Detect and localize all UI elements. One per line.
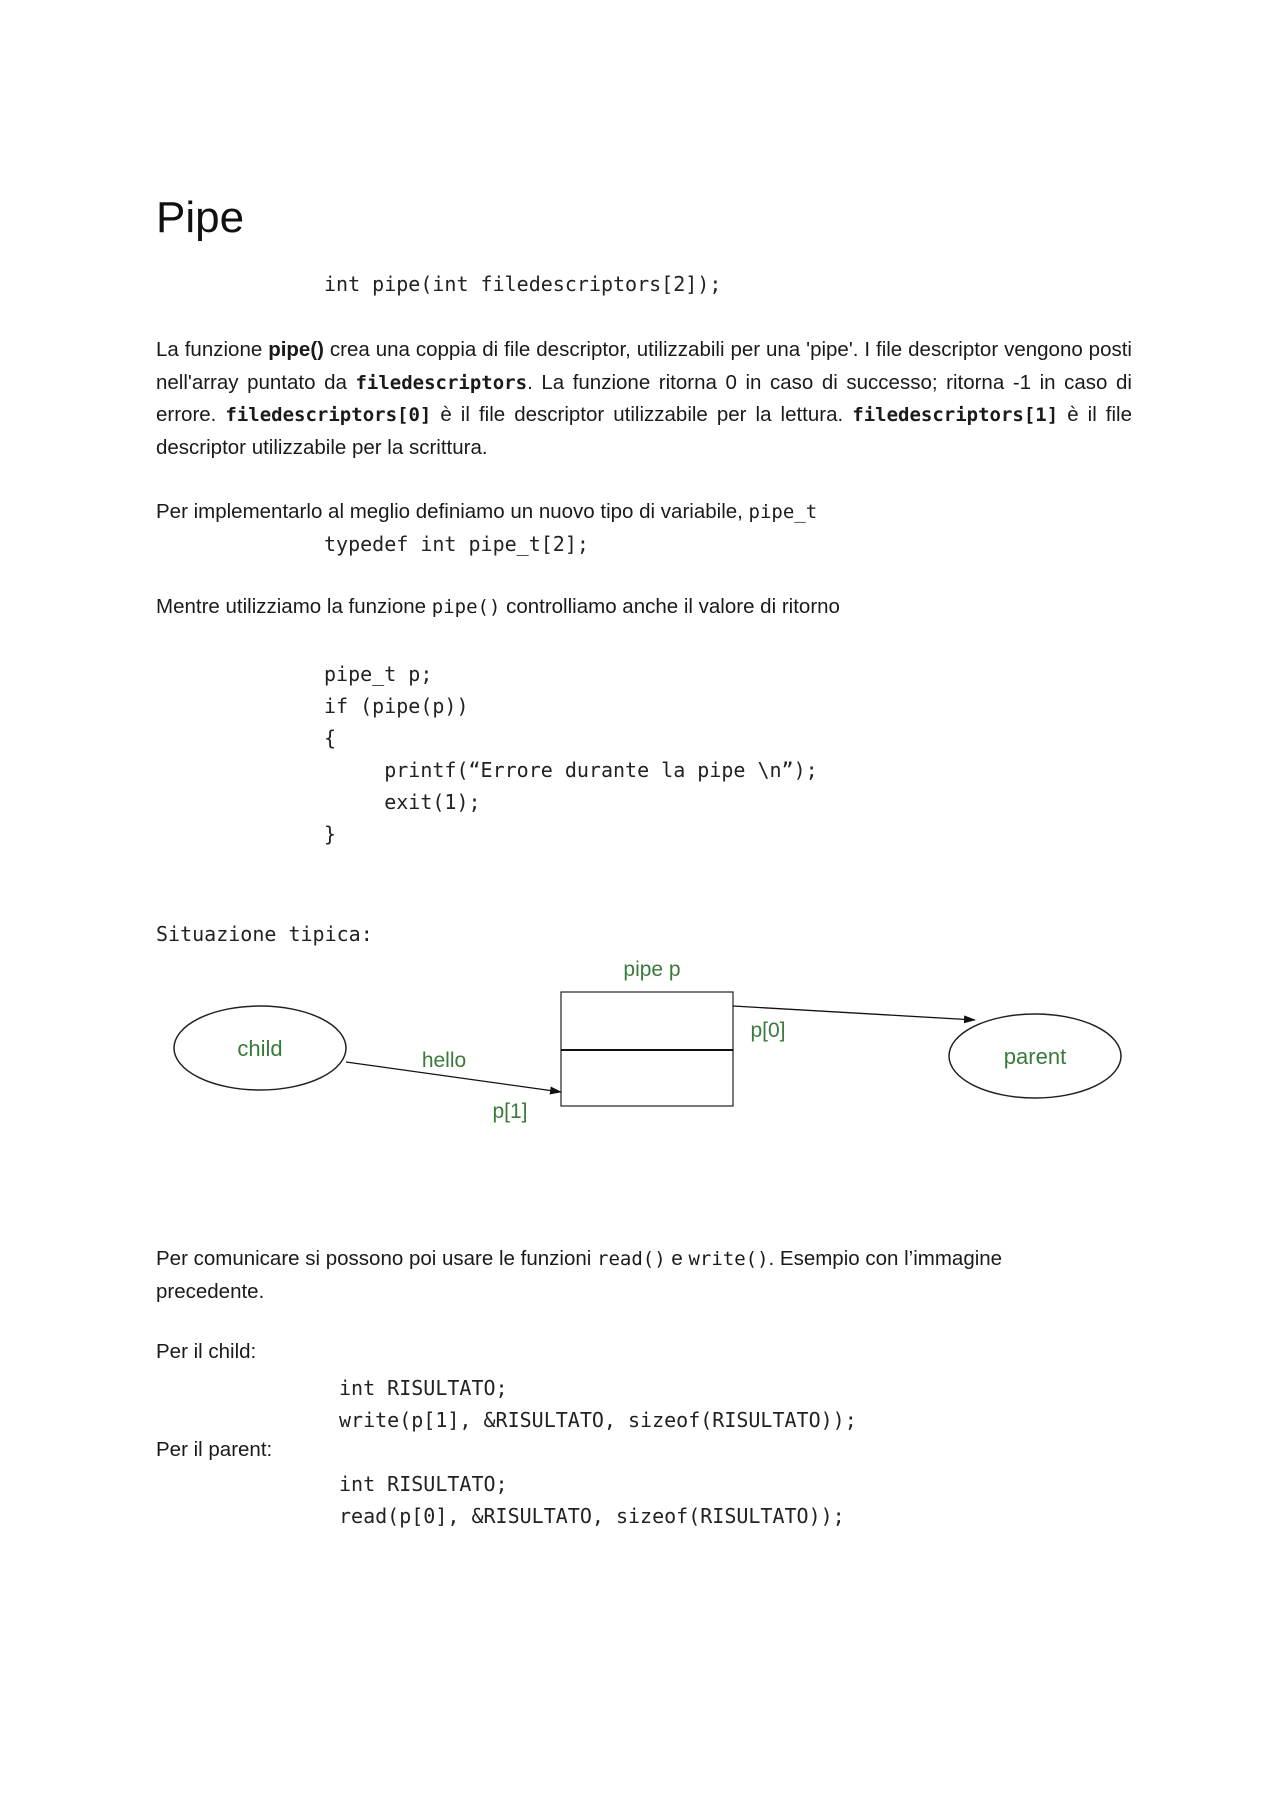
pipe-buffer-top bbox=[561, 992, 733, 1050]
situation-label: Situazione tipica: bbox=[156, 922, 373, 946]
child-code-line: write(p[1], &RISULTATO, sizeof(RISULTATO)); bbox=[339, 1408, 857, 1432]
parent-label: parent bbox=[1003, 1044, 1067, 1069]
typedef-code: typedef int pipe_t[2]; bbox=[324, 532, 589, 556]
desc-text: crea una coppia di file descriptor, utilizzabili per una 'pipe'. I file descriptor vengono posti nell'array puntato da bbox=[156, 338, 1132, 394]
check-intro-code: pipe() bbox=[431, 596, 501, 618]
write-fn: write() bbox=[688, 1248, 769, 1270]
code-line: exit(1); bbox=[324, 790, 481, 814]
child-code-line: int RISULTATO; bbox=[339, 1376, 508, 1400]
child-section-label: Per il child: bbox=[156, 1340, 257, 1363]
pipe-buffer-bottom bbox=[561, 1050, 733, 1106]
desc-text: La funzione bbox=[156, 338, 269, 361]
check-intro bbox=[156, 595, 840, 619]
desc-fd1: filedescriptors[1] bbox=[852, 404, 1059, 426]
code-line: { bbox=[324, 726, 337, 750]
desc-text: . La funzione ritorna 0 in caso di successo; ritorna -1 in caso di errore. bbox=[156, 370, 1132, 426]
typedef-intro-text: Per implementarlo al meglio definiamo un nuovo tipo di variabile, bbox=[156, 500, 749, 523]
code-line: printf(“Errore durante la pipe \n”); bbox=[324, 758, 818, 782]
desc-text: è il file descriptor utilizzabile per la scrittura. bbox=[156, 403, 1132, 459]
description-paragraph bbox=[156, 334, 1132, 464]
code-line: if (pipe(p)) bbox=[324, 694, 469, 718]
code-line: } bbox=[324, 822, 337, 846]
desc-array-name: filedescriptors bbox=[355, 371, 528, 394]
typedef-intro bbox=[156, 500, 817, 524]
page-title: Pipe bbox=[156, 193, 245, 242]
parent-code-line: read(p[0], &RISULTATO, sizeof(RISULTATO)); bbox=[339, 1504, 845, 1528]
pipe-label: pipe p bbox=[623, 958, 681, 981]
desc-fd0: filedescriptors[0] bbox=[225, 404, 432, 426]
pipe-diagram bbox=[0, 940, 1280, 1140]
parent-section-label: Per il parent: bbox=[156, 1438, 273, 1461]
desc-pipe-fn: pipe() bbox=[268, 338, 324, 361]
write-end-label: p[1] bbox=[492, 1100, 528, 1123]
parent-code-line: int RISULTATO; bbox=[339, 1472, 508, 1496]
read-arrow bbox=[733, 1006, 975, 1020]
child-label: child bbox=[237, 1036, 283, 1061]
message-label: hello bbox=[421, 1049, 467, 1072]
communicate-text: e bbox=[665, 1247, 689, 1270]
typedef-intro-code: pipe_t bbox=[748, 501, 818, 523]
read-end-label: p[0] bbox=[750, 1019, 786, 1042]
pipe-signature: int pipe(int filedescriptors[2]); bbox=[324, 272, 722, 296]
check-intro-text: controlliamo anche il valore di ritorno bbox=[500, 595, 840, 618]
communicate-text: . Esempio con l’immagine precedente. bbox=[156, 1247, 1003, 1303]
desc-text: è il file descriptor utilizzabile per la lettura. bbox=[431, 403, 853, 426]
check-intro-text: Mentre utilizziamo la funzione bbox=[156, 595, 432, 618]
code-line: pipe_t p; bbox=[324, 662, 433, 686]
read-fn: read() bbox=[597, 1248, 666, 1270]
communicate-text: Per comunicare si possono poi usare le funzioni bbox=[156, 1247, 597, 1270]
communicate-paragraph bbox=[156, 1243, 1076, 1308]
